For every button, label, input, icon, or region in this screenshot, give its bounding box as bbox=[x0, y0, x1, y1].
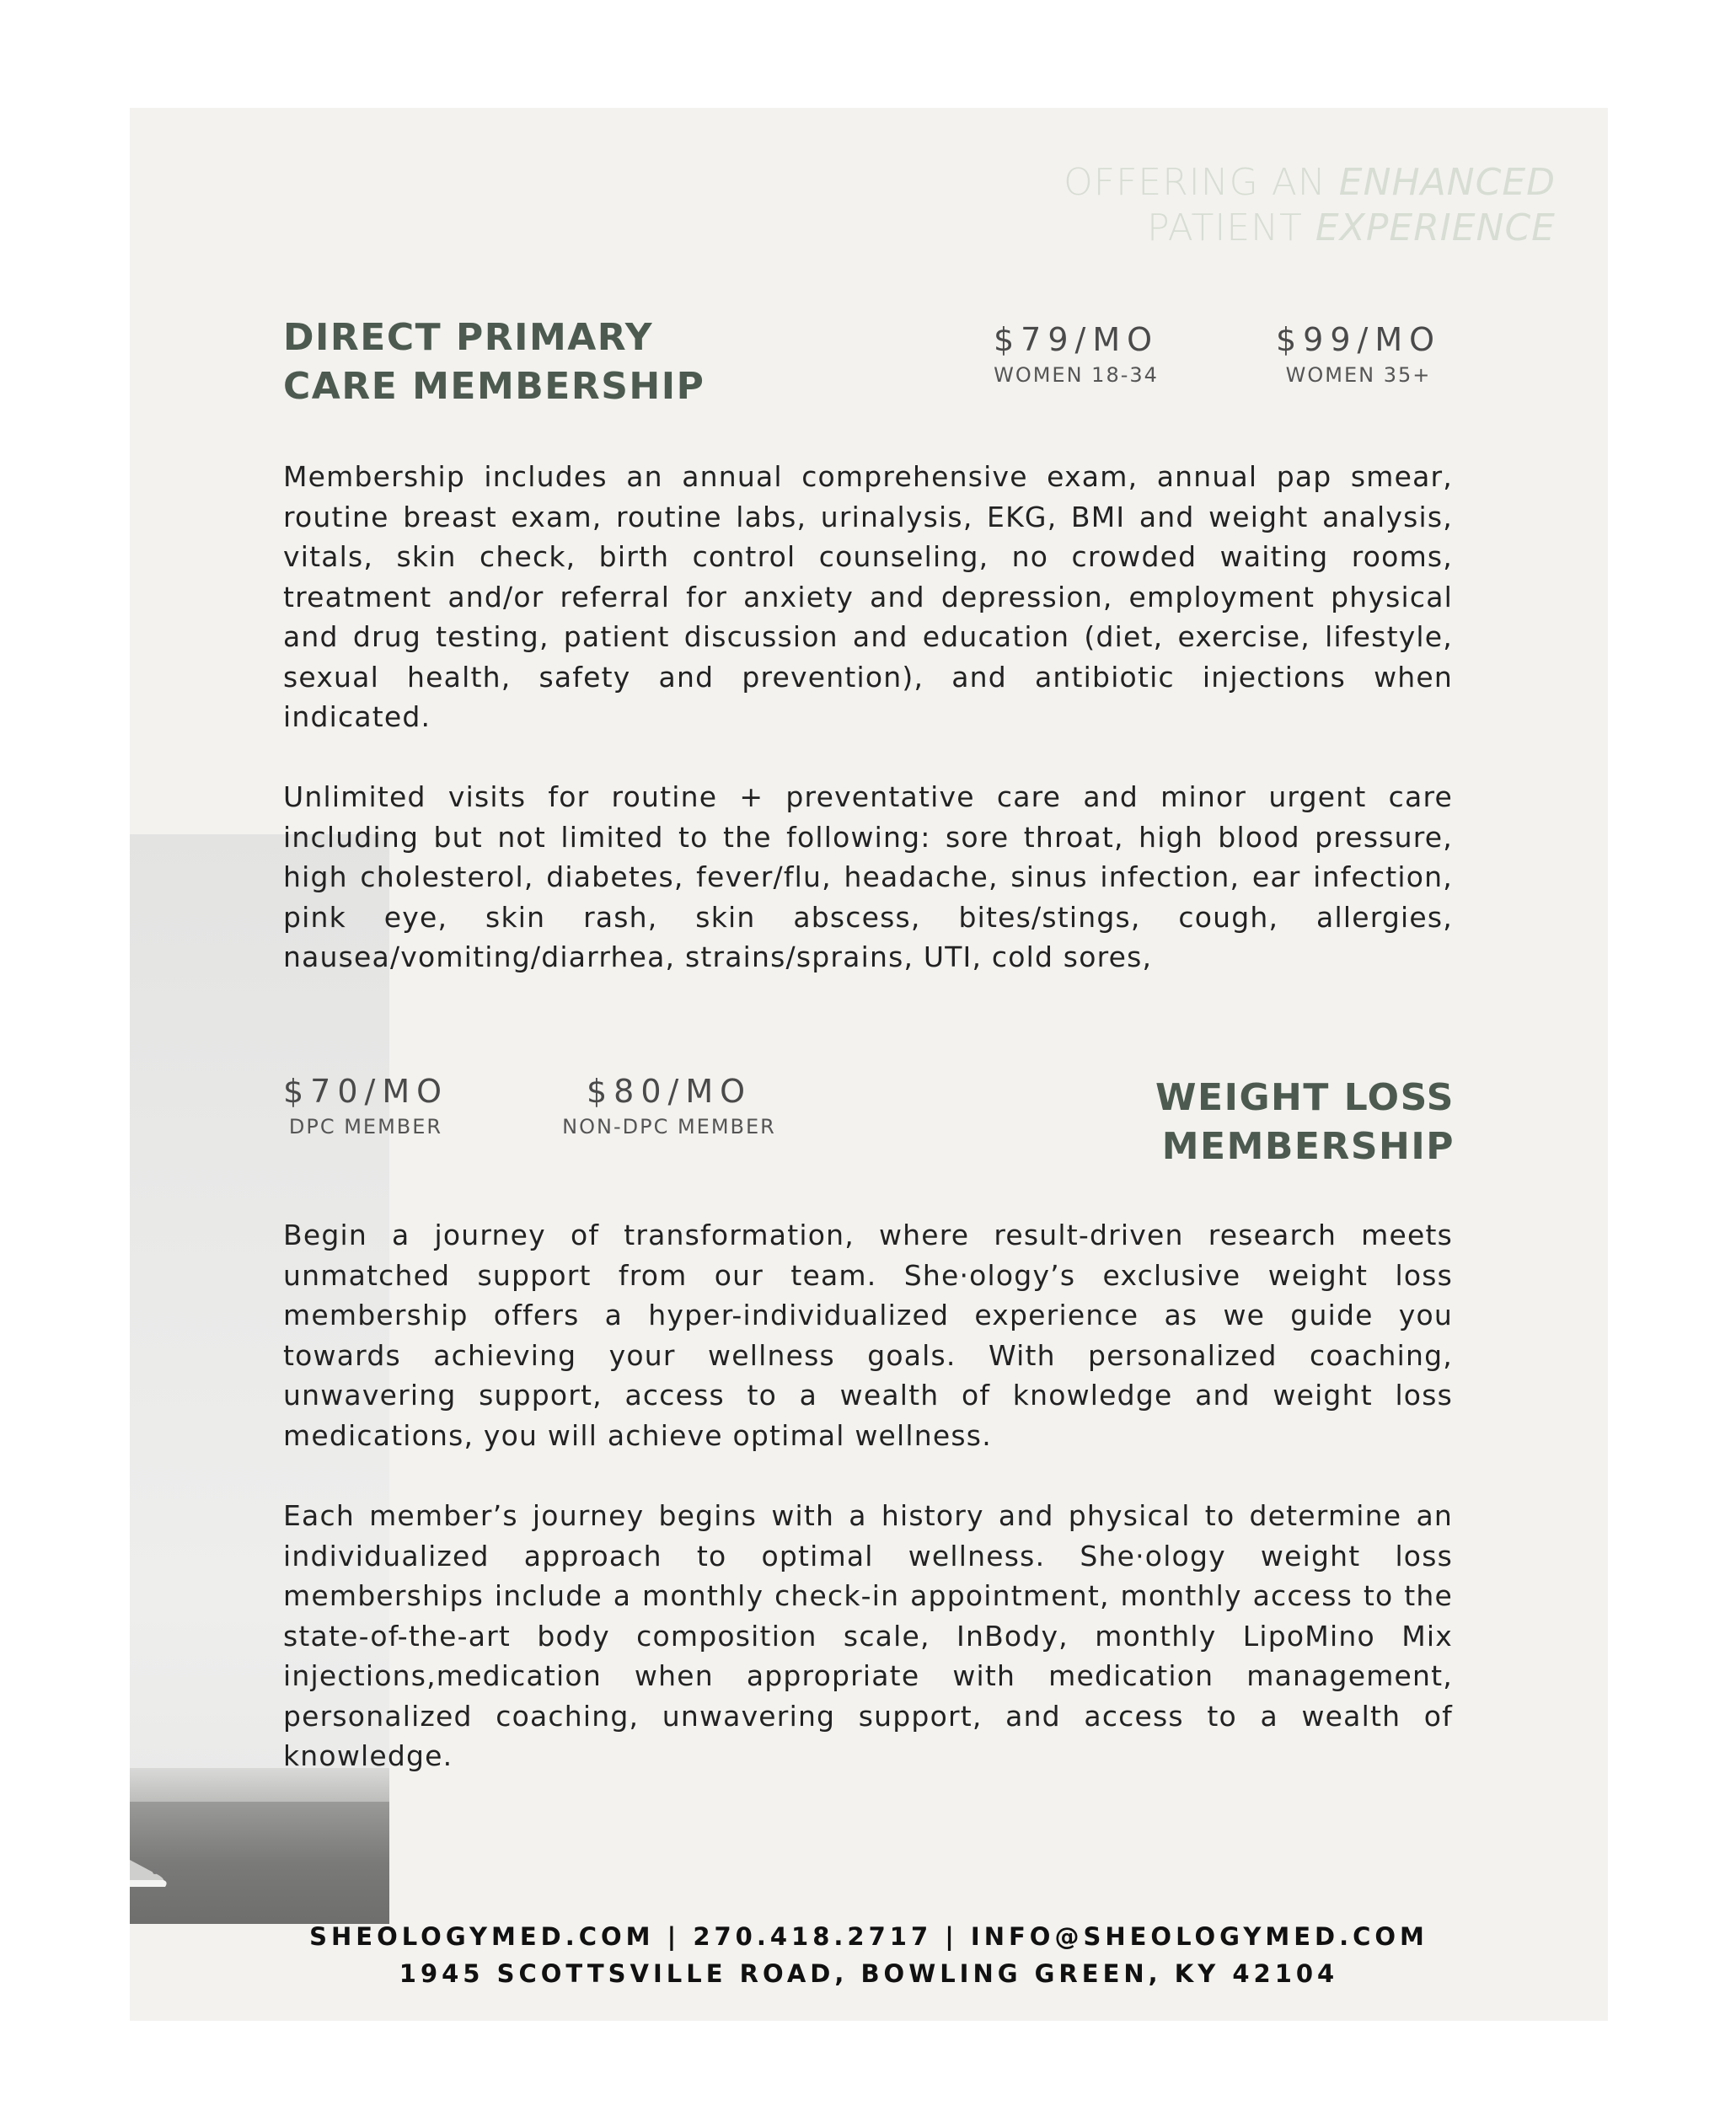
price-non-dpc-member bbox=[534, 1070, 804, 1141]
dpc-title bbox=[283, 313, 705, 411]
price-label: WOMEN 18-34 bbox=[994, 363, 1159, 387]
weight-loss-title bbox=[1155, 1074, 1455, 1171]
price-label: WOMEN 35+ bbox=[1285, 363, 1432, 387]
price-women-35-plus bbox=[1257, 319, 1460, 389]
weight-loss-title-line-2: MEMBERSHIP bbox=[1161, 1125, 1455, 1168]
dpc-title-line-2: CARE MEMBERSHIP bbox=[283, 365, 705, 408]
price-women-18-34 bbox=[975, 319, 1177, 389]
footer-contact: SHEOLOGYMED.COM | 270.418.2717 | INFO@SHEOLOGYMED.COM bbox=[309, 1922, 1428, 1951]
weight-loss-title-line-1: WEIGHT LOSS bbox=[1155, 1076, 1455, 1119]
price-label: DPC MEMBER bbox=[288, 1115, 443, 1139]
weight-loss-description: Begin a journey of transformation, where result-driven research meets unmatched support from our team. She·ology’s exclusive weight loss membership offers a hyper-individualized experience as we guide you towards achieving your wellness goals. With personalized coaching, unwavering support, access to a wealth of knowledge and weight loss medications, you will achieve optimal wellness. bbox=[283, 1219, 1453, 1452]
dpc-visits-description: Unlimited visits for routine + preventative care and minor urgent care including but not limited to the following: sore throat, high blood pressure, high cholesterol, diabetes, fever/flu, headache, sinus infection, ear infection, pink eye, skin rash, skin abscess, bites/stings, cough, allergies, nausea/vomiting/diarrhea, strains/sprains, UTI, cold sores, bbox=[283, 780, 1453, 973]
tagline-emphasis: ENHANCED bbox=[1338, 161, 1556, 204]
dpc-title-line-1: DIRECT PRIMARY bbox=[283, 316, 654, 359]
price-amount: $70/MO bbox=[282, 1073, 449, 1110]
tagline-line-2 bbox=[1064, 206, 1556, 251]
tagline bbox=[1064, 160, 1556, 251]
tagline-emphasis: EXPERIENCE bbox=[1315, 206, 1556, 249]
weight-loss-details: Each member’s journey begins with a history and physical to determine an individualized approach to optimal wellness. She·ology weight loss memberships include a monthly check-in appointment, monthly access to the state-of-the-art body composition scale, InBody, monthly LipoMino Mix injections,medication when appropriate with medication management, personalized coaching, unwavering support, and access to a wealth of knowledge. bbox=[283, 1499, 1453, 1772]
flyer-page bbox=[130, 108, 1608, 2021]
tagline-text: PATIENT bbox=[1147, 206, 1315, 249]
price-amount: $79/MO bbox=[993, 321, 1160, 358]
shoe-image bbox=[130, 1851, 174, 1889]
dpc-description: Membership includes an annual comprehensive exam, annual pap smear, routine breast exam, routine labs, urinalysis, EKG, BMI and weight analysis, vitals, skin check, birth control counseling, no crowded waiting rooms, treatment and/or referral for anxiety and depression, employment physical and drug testing, patient discussion and education (diet, exercise, lifestyle, sexual health, safety and prevention), and antibiotic injections when indicated. bbox=[283, 460, 1453, 733]
tagline-text: OFFERING AN bbox=[1064, 161, 1339, 204]
tagline-line-1 bbox=[1064, 160, 1556, 206]
price-dpc-member bbox=[265, 1070, 467, 1141]
price-amount: $99/MO bbox=[1275, 321, 1442, 358]
price-label: NON-DPC MEMBER bbox=[562, 1115, 776, 1139]
price-amount: $80/MO bbox=[586, 1073, 753, 1110]
footer-address: 1945 SCOTTSVILLE ROAD, BOWLING GREEN, KY 42104 bbox=[399, 1959, 1339, 1988]
